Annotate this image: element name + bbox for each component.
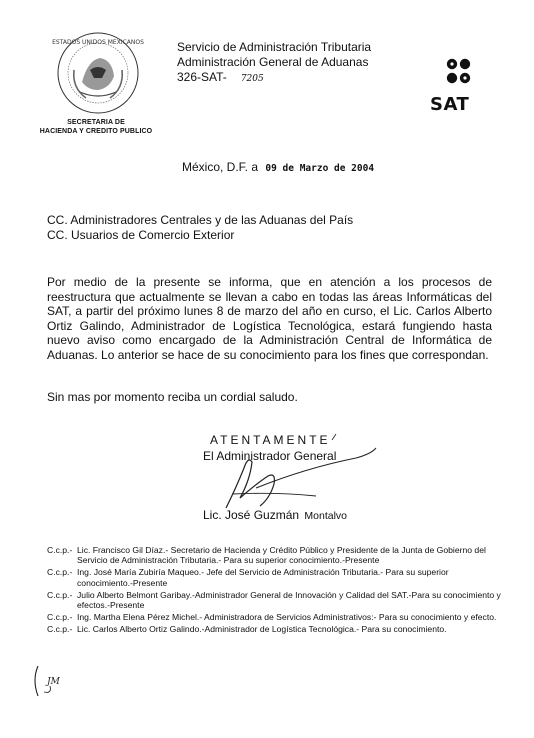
institution-caption <box>26 118 166 136</box>
reference-line <box>177 70 371 87</box>
signer-surname: Montalvo <box>304 510 347 522</box>
signer-given-name: Lic. José Guzmán <box>203 508 300 522</box>
institution-caption-line-1: SECRETARIA DE <box>67 119 125 126</box>
ccp-text: Ing. José María Zubiría Maqueo.- Jefe del Servicio de Administración Tributaria.- Para su superior conocimiento.-Presente <box>77 567 449 588</box>
ccp-item <box>47 545 502 566</box>
letterhead-text <box>177 40 371 87</box>
ccp-text: Lic. Carlos Alberto Ortiz Galindo.-Administrador de Logística Tecnológica.- Para su conocimiento. <box>77 624 447 635</box>
ccp-label: C.c.p.- <box>47 567 73 578</box>
institution-caption-line-2: HACIENDA Y CREDITO PUBLICO <box>39 128 153 135</box>
salutation: ATENTAMENTE <box>210 433 331 447</box>
letter-body: Por medio de la presente se informa, que en atención a los procesos de reestructura que actualmente se llevan a cabo en todas las áreas Informáticas del SAT, a partir del próximo lunes 8 de marzo del año en curso, el Lic. Carlos Alberto Ortiz Galindo, Administrador de Logística Tecnológica, estará fungiendo hasta nuevo aviso como encargado de la Administración Central de Informática de Aduanas. Lo anterior se hace de su conocimiento para los fines que correspondan. <box>47 275 492 362</box>
ccp-item <box>47 612 502 622</box>
recipient-line: CC. Administradores Centrales y de las Aduanas del País <box>47 213 354 227</box>
handwritten-initials <box>30 662 70 702</box>
ccp-label: C.c.p.- <box>47 545 73 555</box>
signer-name <box>203 508 347 522</box>
ccp-text: Lic. Francisco Gil Díaz.- Secretario de Hacienda y Crédito Público y Presidente de la Junta de Gobierno del Servicio de Administración Tributaria.- Para su superior conocimiento.-Presente <box>77 545 486 566</box>
handwritten-signature <box>196 428 396 518</box>
ccp-item <box>47 567 502 588</box>
reference-prefix: 326-SAT- <box>177 70 227 84</box>
recipients <box>47 213 353 243</box>
ccp-label: C.c.p.- <box>47 589 73 600</box>
date-line <box>182 160 374 174</box>
ccp-label: C.c.p.- <box>47 612 73 623</box>
initials-text: JM <box>47 677 60 687</box>
signer-title: El Administrador General <box>203 449 337 463</box>
ccp-item <box>47 624 502 634</box>
ccp-label: C.c.p.- <box>47 624 73 635</box>
recipient-line: CC. Usuarios de Comercio Exterior <box>47 228 235 242</box>
ccp-item <box>47 590 502 611</box>
svg-text:ESTADOS UNIDOS MEXICANOS: ESTADOS UNIDOS MEXICANOS <box>52 39 144 46</box>
letterhead-line-2: Administración General de Aduanas <box>177 55 369 69</box>
date-value: 09 de Marzo de 2004 <box>265 163 375 174</box>
ccp-text: Ing. Martha Elena Pérez Michel.- Administradora de Servicios Administrativos:- Para su conocimiento y efecto. <box>77 612 497 623</box>
reference-number: 7205 <box>240 74 264 84</box>
closing-line: Sin mas por momento reciba un cordial saludo. <box>47 390 298 404</box>
ccp-text: Julio Alberto Belmont Garibay.-Administrador General de Innovación y Calidad del SAT.-Para su conocimiento y efectos.-Presente <box>77 589 501 611</box>
sat-logo-text: SAT <box>430 94 470 115</box>
mexican-coat-of-arms-seal <box>52 30 144 116</box>
ccp-list <box>47 545 502 636</box>
date-place: México, D.F. a <box>182 160 259 174</box>
letterhead-line-1: Servicio de Administración Tributaria <box>177 40 372 54</box>
